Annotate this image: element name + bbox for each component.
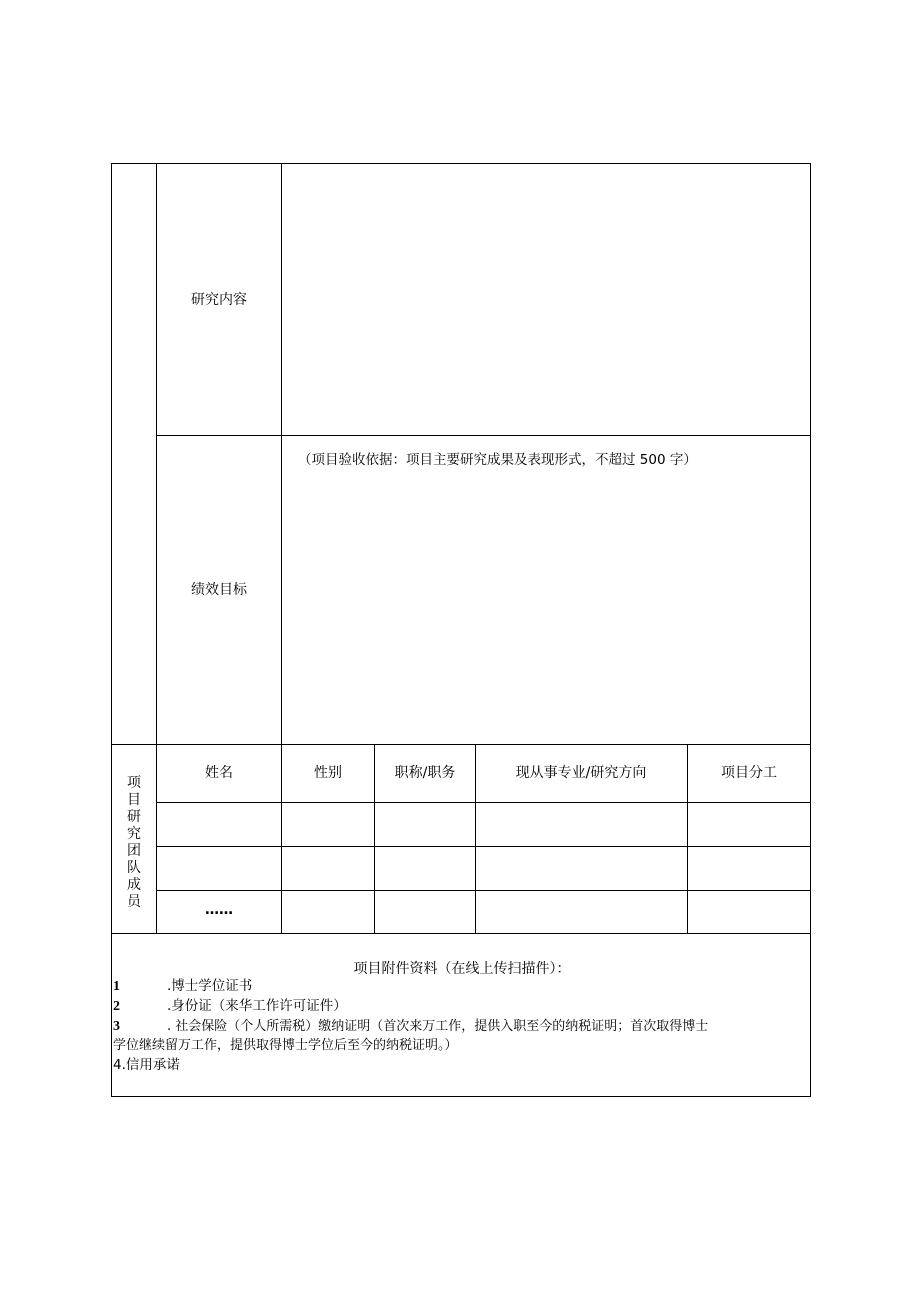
attachment-4-text: 4.信用承诺 <box>113 1057 180 1073</box>
attachment-3-num: 3 <box>113 1019 120 1034</box>
team-col-role: 项目分工 <box>721 765 777 781</box>
attachment-3-text: . 社会保险（个人所需税）缴纳证明（首次来万工作，提供入职至今的纳税证明；首次取得博士 <box>167 1019 709 1034</box>
team-col-title: 职称/职务 <box>394 765 456 781</box>
row-divider-team-header <box>112 744 811 745</box>
team-col-name: 姓名 <box>205 765 233 781</box>
team-side-label: 项目研究团队成员 <box>127 775 141 910</box>
col-divider-label <box>156 164 157 934</box>
team-ellipsis: …… <box>205 902 233 918</box>
attachment-3-text-cont: 学位继续留万工作，提供取得博士学位后至今的纳税证明。） <box>113 1038 458 1053</box>
row-divider-team-3 <box>156 890 811 891</box>
row-divider-attachments <box>112 933 811 934</box>
performance-goal-note: （项目验收依据：项目主要研究成果及表现形式，不超过 500 字） <box>298 452 697 468</box>
attachments-title: 项目附件资料（在线上传扫描件）： <box>353 961 571 977</box>
attachment-2-num: 2 <box>113 999 120 1014</box>
row-divider-team-1 <box>156 802 811 803</box>
row-divider-research <box>156 435 811 436</box>
team-col-gender: 性别 <box>314 765 342 781</box>
col-divider-major <box>687 744 688 934</box>
col-divider-name <box>281 164 282 934</box>
research-content-label: 研究内容 <box>191 292 247 308</box>
col-divider-gender <box>374 744 375 934</box>
col-divider-title <box>475 744 476 934</box>
team-col-major: 现从事专业/研究方向 <box>515 765 647 781</box>
attachment-1-num: 1 <box>113 979 120 994</box>
attachment-1-text: .博士学位证书 <box>167 978 253 994</box>
application-form-table <box>111 163 811 1097</box>
attachment-2-text: .身份证（来华工作许可证件） <box>167 998 347 1014</box>
performance-goal-label: 绩效目标 <box>191 582 247 598</box>
row-divider-team-2 <box>156 846 811 847</box>
